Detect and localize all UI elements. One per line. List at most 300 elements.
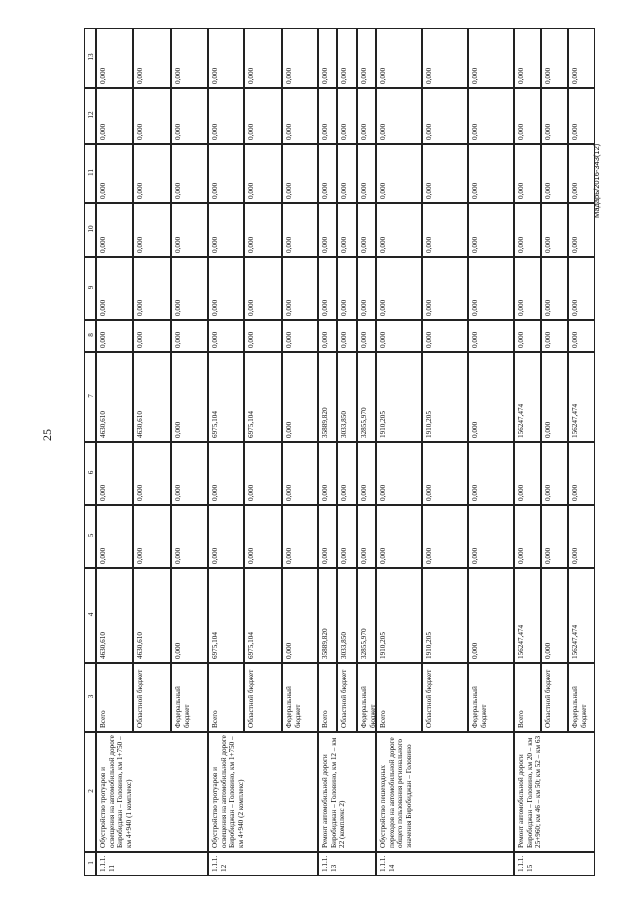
- value-cell: [282, 28, 318, 88]
- value-cell-text: 35889,820: [321, 407, 329, 438]
- row-code-text: 1.1.1.15: [517, 855, 534, 872]
- value-cell-text: 35889,820: [321, 628, 329, 659]
- header-col-12: [84, 88, 96, 144]
- header-col-13-text: 13: [87, 53, 95, 61]
- header-col-5: [84, 505, 96, 568]
- header-col-4-text: 4: [87, 612, 95, 617]
- funding-source-text: Областной бюджет: [135, 669, 144, 728]
- value-cell: [318, 568, 337, 663]
- header-col-10: [84, 203, 96, 257]
- value-cell-text: 0,000: [359, 236, 368, 253]
- funding-source: [133, 663, 171, 732]
- value-cell: [422, 320, 469, 352]
- value-cell-text: 0,000: [571, 484, 580, 501]
- value-cell-text: 0,000: [571, 331, 580, 348]
- value-cell: [541, 352, 569, 442]
- value-cell: [514, 505, 541, 568]
- value-cell-text: 0,000: [517, 299, 525, 316]
- value-cell: [337, 352, 357, 442]
- value-cell: [282, 352, 318, 442]
- funding-source: [244, 663, 281, 732]
- value-cell: [133, 28, 171, 88]
- value-cell-text: 0,000: [424, 182, 433, 199]
- value-cell: [468, 568, 514, 663]
- value-cell: [244, 257, 281, 320]
- value-cell: [514, 28, 541, 88]
- value-cell: [282, 442, 318, 505]
- funding-source: [357, 663, 376, 732]
- page-number: 25: [40, 429, 54, 441]
- value-cell-text: 0,000: [284, 642, 293, 659]
- value-cell: [318, 88, 337, 144]
- value-cell-text: 0,000: [247, 331, 256, 348]
- value-cell-text: 1910,205: [379, 632, 387, 659]
- row-name-text: Обустройство пешеходных переходов на автомобильной дороге общего пользования регионального значения Биробиджан – Головино: [379, 737, 413, 848]
- value-cell-text: 0,000: [340, 123, 349, 140]
- value-cell-text: 0,000: [379, 67, 387, 84]
- value-cell: [244, 442, 281, 505]
- value-cell-text: 0,000: [321, 123, 329, 140]
- value-cell: [133, 352, 171, 442]
- value-cell-text: 0,000: [321, 299, 329, 316]
- header-col-13: [84, 28, 96, 88]
- value-cell-text: 156247,474: [571, 403, 580, 438]
- row-name-text: Обустройство тротуаров и освещения на автомобильной дороге Биробиджан – Головино, км 1+750 – км 4+940 (2 комплекс): [211, 735, 245, 848]
- value-cell: [422, 88, 469, 144]
- value-cell-text: 0,000: [174, 123, 183, 140]
- value-cell: [357, 442, 376, 505]
- value-cell-text: 0,000: [99, 331, 107, 348]
- value-cell-text: 0,000: [247, 484, 256, 501]
- value-cell: [337, 568, 357, 663]
- value-cell: [133, 320, 171, 352]
- value-cell: [568, 144, 595, 203]
- value-cell: [468, 352, 514, 442]
- value-cell: [357, 568, 376, 663]
- value-cell-text: 0,000: [174, 421, 183, 438]
- value-cell: [282, 505, 318, 568]
- value-cell-text: 0,000: [471, 331, 480, 348]
- value-cell-text: 0,000: [379, 331, 387, 348]
- funding-source-text: Федеральный бюджет: [359, 686, 377, 728]
- value-cell-text: 0,000: [211, 331, 219, 348]
- value-cell-text: 4630,610: [135, 411, 144, 438]
- value-cell-text: 0,000: [135, 236, 144, 253]
- value-cell-text: 0,000: [135, 484, 144, 501]
- value-cell-text: 0,000: [379, 484, 387, 501]
- value-cell-text: 0,000: [340, 547, 349, 564]
- row-name: [514, 732, 595, 852]
- header-col-2: [84, 732, 96, 852]
- funding-source-text: Всего: [321, 710, 329, 728]
- row-code: [514, 852, 595, 876]
- value-cell: [133, 88, 171, 144]
- value-cell: [208, 28, 244, 88]
- value-cell: [422, 505, 469, 568]
- value-cell: [133, 568, 171, 663]
- funding-source-text: Областной бюджет: [543, 669, 552, 728]
- value-cell-text: 4630,610: [99, 632, 107, 659]
- funding-source-text: Федеральный бюджет: [571, 686, 588, 728]
- value-cell: [96, 568, 133, 663]
- value-cell: [568, 352, 595, 442]
- value-cell: [541, 28, 569, 88]
- value-cell: [171, 144, 208, 203]
- value-cell-text: 0,000: [471, 67, 480, 84]
- value-cell: [171, 257, 208, 320]
- value-cell: [376, 568, 422, 663]
- value-cell-text: 0,000: [174, 331, 183, 348]
- value-cell-text: 0,000: [543, 299, 552, 316]
- value-cell: [96, 144, 133, 203]
- value-cell-text: 0,000: [247, 236, 256, 253]
- value-cell-text: 0,000: [471, 547, 480, 564]
- value-cell: [468, 88, 514, 144]
- value-cell-text: 0,000: [424, 67, 433, 84]
- value-cell-text: 0,000: [211, 484, 219, 501]
- value-cell: [208, 144, 244, 203]
- value-cell: [96, 28, 133, 88]
- value-cell-text: 0,000: [135, 299, 144, 316]
- value-cell-text: 0,000: [174, 182, 183, 199]
- value-cell: [514, 257, 541, 320]
- value-cell-text: 0,000: [424, 331, 433, 348]
- value-cell: [468, 442, 514, 505]
- value-cell: [357, 320, 376, 352]
- value-cell-text: 0,000: [543, 123, 552, 140]
- value-cell-text: 0,000: [359, 123, 368, 140]
- value-cell: [568, 320, 595, 352]
- value-cell-text: 0,000: [284, 547, 293, 564]
- budget-table: [84, 28, 595, 876]
- value-cell-text: 0,000: [174, 547, 183, 564]
- value-cell-text: 0,000: [135, 547, 144, 564]
- value-cell: [376, 320, 422, 352]
- value-cell: [244, 352, 281, 442]
- value-cell-text: 0,000: [571, 547, 580, 564]
- value-cell: [568, 442, 595, 505]
- value-cell: [357, 352, 376, 442]
- header-col-12-text: 12: [87, 111, 95, 119]
- row-name: [208, 732, 318, 852]
- value-cell-text: 0,000: [284, 331, 293, 348]
- value-cell: [541, 568, 569, 663]
- value-cell-text: 0,000: [359, 67, 368, 84]
- value-cell: [96, 257, 133, 320]
- funding-source-text: Всего: [379, 710, 387, 728]
- funding-source: [376, 663, 422, 732]
- value-cell-text: 0,000: [211, 123, 219, 140]
- value-cell: [133, 203, 171, 257]
- header-col-4: [84, 568, 96, 663]
- value-cell: [376, 28, 422, 88]
- value-cell-text: 32855,970: [359, 628, 368, 659]
- value-cell: [96, 203, 133, 257]
- funding-source-text: Федеральный бюджет: [471, 686, 489, 728]
- value-cell-text: 0,000: [174, 236, 183, 253]
- value-cell-text: 0,000: [571, 236, 580, 253]
- value-cell: [318, 28, 337, 88]
- value-cell-text: 0,000: [424, 484, 433, 501]
- value-cell-text: 0,000: [284, 299, 293, 316]
- row-code-text: 1.1.1.12: [211, 855, 228, 872]
- value-cell: [468, 505, 514, 568]
- row-name: [96, 732, 208, 852]
- funding-source: [514, 663, 541, 732]
- value-cell: [244, 28, 281, 88]
- value-cell: [208, 442, 244, 505]
- value-cell-text: 0,000: [517, 182, 525, 199]
- value-cell-text: 0,000: [424, 123, 433, 140]
- value-cell: [318, 144, 337, 203]
- value-cell: [357, 144, 376, 203]
- value-cell: [208, 203, 244, 257]
- value-cell-text: 0,000: [543, 236, 552, 253]
- value-cell-text: 0,000: [321, 182, 329, 199]
- header-col-1: [84, 852, 96, 876]
- value-cell-text: 0,000: [471, 182, 480, 199]
- value-cell: [318, 505, 337, 568]
- value-cell: [133, 442, 171, 505]
- row-code-text: 1.1.1.14: [379, 855, 396, 872]
- value-cell: [208, 320, 244, 352]
- funding-source-text: Всего: [99, 710, 107, 728]
- value-cell: [541, 505, 569, 568]
- value-cell-text: 0,000: [543, 331, 552, 348]
- value-cell-text: 0,000: [340, 484, 349, 501]
- value-cell: [376, 442, 422, 505]
- value-cell-text: 0,000: [517, 331, 525, 348]
- value-cell: [568, 203, 595, 257]
- value-cell: [514, 88, 541, 144]
- value-cell: [514, 320, 541, 352]
- header-col-3-text: 3: [87, 694, 95, 699]
- value-cell-text: 0,000: [284, 182, 293, 199]
- header-col-2-text: 2: [87, 789, 95, 793]
- value-cell-text: 0,000: [571, 299, 580, 316]
- value-cell-text: 0,000: [247, 547, 256, 564]
- value-cell-text: 0,000: [247, 182, 256, 199]
- value-cell-text: 6975,104: [247, 632, 256, 659]
- value-cell-text: 0,000: [340, 67, 349, 84]
- row-name-text: Ремонт автомобильной дороги Биробиджан – Головино, км 20 – км 25+960; км 46 – км 50; км 52 – км 63: [517, 735, 543, 848]
- funding-source-text: Областной бюджет: [340, 669, 349, 728]
- value-cell: [318, 352, 337, 442]
- value-cell-text: 0,000: [321, 547, 329, 564]
- value-cell-text: 0,000: [211, 182, 219, 199]
- value-cell: [422, 442, 469, 505]
- value-cell: [171, 352, 208, 442]
- value-cell-text: 1910,205: [424, 411, 433, 438]
- value-cell-text: 0,000: [99, 236, 107, 253]
- value-cell-text: 0,000: [379, 299, 387, 316]
- value-cell-text: 0,000: [471, 642, 480, 659]
- row-name: [318, 732, 376, 852]
- value-cell-text: 0,000: [284, 484, 293, 501]
- header-col-10-text: 10: [87, 225, 95, 233]
- value-cell: [96, 352, 133, 442]
- value-cell-text: 0,000: [211, 67, 219, 84]
- value-cell-text: 0,000: [321, 67, 329, 84]
- funding-source-text: Федеральный бюджет: [284, 686, 302, 728]
- value-cell: [541, 144, 569, 203]
- value-cell-text: 0,000: [471, 236, 480, 253]
- value-cell: [318, 442, 337, 505]
- value-cell-text: 0,000: [517, 123, 525, 140]
- value-cell: [468, 203, 514, 257]
- funding-source-text: Областной бюджет: [247, 669, 256, 728]
- value-cell: [376, 88, 422, 144]
- value-cell-text: 0,000: [99, 299, 107, 316]
- value-cell-text: 0,000: [379, 236, 387, 253]
- header-col-1-text: 1: [87, 861, 95, 865]
- value-cell-text: 0,000: [99, 67, 107, 84]
- value-cell-text: 0,000: [471, 484, 480, 501]
- value-cell-text: 0,000: [359, 547, 368, 564]
- value-cell-text: 0,000: [571, 123, 580, 140]
- value-cell-text: 0,000: [99, 182, 107, 199]
- value-cell-text: 0,000: [247, 67, 256, 84]
- funding-source: [96, 663, 133, 732]
- value-cell-text: 0,000: [571, 67, 580, 84]
- value-cell-text: 0,000: [471, 123, 480, 140]
- value-cell: [376, 505, 422, 568]
- value-cell-text: 0,000: [99, 484, 107, 501]
- row-name: [376, 732, 514, 852]
- value-cell: [208, 568, 244, 663]
- value-cell-text: 0,000: [99, 547, 107, 564]
- header-col-7: [84, 352, 96, 442]
- value-cell: [357, 28, 376, 88]
- value-cell-text: 0,000: [543, 547, 552, 564]
- value-cell: [468, 320, 514, 352]
- value-cell-text: 0,000: [211, 547, 219, 564]
- value-cell: [337, 505, 357, 568]
- value-cell: [422, 568, 469, 663]
- header-col-11: [84, 144, 96, 203]
- value-cell: [244, 505, 281, 568]
- value-cell-text: 0,000: [211, 236, 219, 253]
- value-cell-text: 4630,610: [135, 632, 144, 659]
- value-cell: [514, 568, 541, 663]
- value-cell-text: 0,000: [321, 331, 329, 348]
- value-cell: [282, 203, 318, 257]
- value-cell: [568, 257, 595, 320]
- value-cell: [337, 257, 357, 320]
- funding-source-text: Областной бюджет: [424, 669, 433, 728]
- value-cell-text: 0,000: [135, 182, 144, 199]
- value-cell: [244, 568, 281, 663]
- value-cell-text: 0,000: [543, 182, 552, 199]
- funding-source: [568, 663, 595, 732]
- value-cell: [171, 442, 208, 505]
- value-cell-text: 1910,205: [379, 411, 387, 438]
- header-col-8-text: 8: [87, 333, 95, 337]
- value-cell: [568, 568, 595, 663]
- value-cell: [541, 320, 569, 352]
- value-cell: [171, 28, 208, 88]
- funding-source: [318, 663, 337, 732]
- value-cell: [208, 88, 244, 144]
- value-cell: [468, 28, 514, 88]
- value-cell: [337, 144, 357, 203]
- row-code: [376, 852, 514, 876]
- header-col-5-text: 5: [87, 533, 95, 538]
- value-cell: [376, 144, 422, 203]
- value-cell-text: 0,000: [321, 484, 329, 501]
- value-cell-text: 0,000: [424, 299, 433, 316]
- value-cell: [337, 320, 357, 352]
- funding-source: [337, 663, 357, 732]
- value-cell-text: 0,000: [174, 484, 183, 501]
- value-cell: [422, 28, 469, 88]
- header-col-8: [84, 320, 96, 352]
- value-cell: [282, 144, 318, 203]
- value-cell: [133, 144, 171, 203]
- value-cell-text: 6975,104: [211, 411, 219, 438]
- value-cell: [357, 203, 376, 257]
- value-cell: [96, 88, 133, 144]
- value-cell: [514, 352, 541, 442]
- value-cell: [171, 568, 208, 663]
- value-cell: [468, 257, 514, 320]
- value-cell: [208, 352, 244, 442]
- value-cell-text: 0,000: [247, 123, 256, 140]
- value-cell-text: 0,000: [284, 236, 293, 253]
- value-cell: [514, 203, 541, 257]
- value-cell: [244, 88, 281, 144]
- value-cell: [171, 320, 208, 352]
- value-cell: [514, 144, 541, 203]
- value-cell: [376, 352, 422, 442]
- value-cell-text: 4630,610: [99, 411, 107, 438]
- value-cell: [357, 88, 376, 144]
- row-code: [208, 852, 318, 876]
- value-cell-text: 0,000: [543, 421, 552, 438]
- funding-source-text: Всего: [211, 710, 219, 728]
- value-cell-text: 156247,474: [571, 624, 580, 659]
- funding-source: [468, 663, 514, 732]
- value-cell-text: 0,000: [379, 182, 387, 199]
- value-cell-text: 0,000: [543, 642, 552, 659]
- value-cell: [541, 442, 569, 505]
- value-cell-text: 0,000: [543, 484, 552, 501]
- value-cell-text: 0,000: [211, 299, 219, 316]
- row-name-text: Ремонт автомобильной дороги Биробиджан – Головино, км 12 – км 22 (комплекс 2): [321, 737, 347, 848]
- value-cell-text: 0,000: [340, 299, 349, 316]
- value-cell-text: 0,000: [135, 331, 144, 348]
- value-cell: [337, 203, 357, 257]
- value-cell-text: 0,000: [340, 331, 349, 348]
- value-cell: [171, 505, 208, 568]
- value-cell: [337, 28, 357, 88]
- value-cell-text: 0,000: [247, 299, 256, 316]
- value-cell: [568, 88, 595, 144]
- value-cell-text: 0,000: [424, 236, 433, 253]
- value-cell-text: 0,000: [517, 67, 525, 84]
- value-cell-text: 0,000: [517, 236, 525, 253]
- header-col-3: [84, 663, 96, 732]
- header-col-9: [84, 257, 96, 320]
- value-cell-text: 6975,104: [247, 411, 256, 438]
- value-cell-text: 0,000: [340, 236, 349, 253]
- value-cell: [244, 320, 281, 352]
- value-cell-text: 0,000: [543, 67, 552, 84]
- value-cell-text: 0,000: [517, 484, 525, 501]
- value-cell: [337, 442, 357, 505]
- value-cell-text: 0,000: [424, 547, 433, 564]
- value-cell: [514, 442, 541, 505]
